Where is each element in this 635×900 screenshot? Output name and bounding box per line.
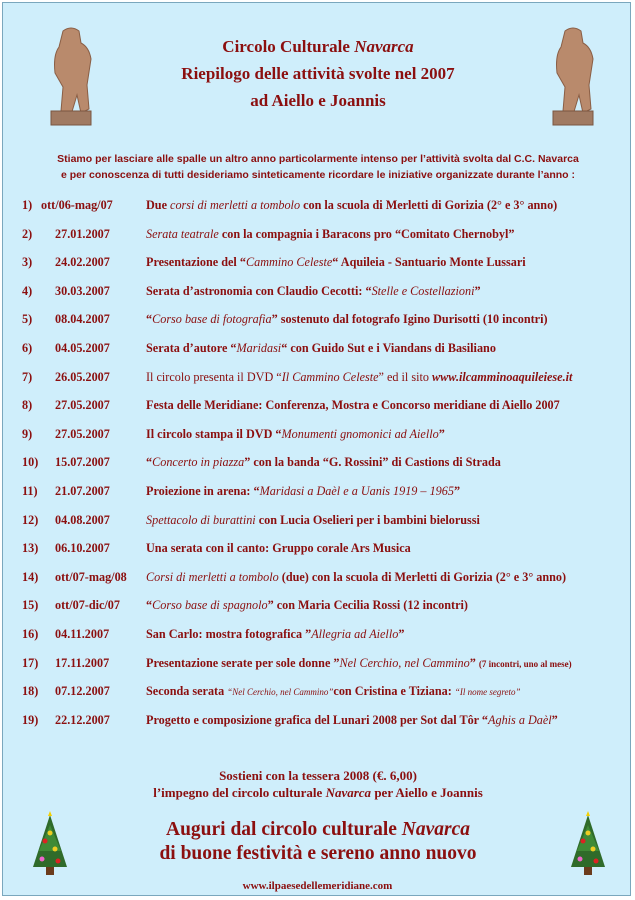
- activity-text-part: “: [146, 598, 153, 613]
- title-line-2: Riepilogo delle attività svolte nel 2007: [181, 64, 455, 83]
- activity-text-part: Serata d’astronomia con Claudio Cecotti: “: [146, 283, 372, 298]
- list-item: [3, 656, 632, 676]
- activity-description: [146, 312, 548, 327]
- activity-text-part: San Carlo: mostra fotografica ”: [146, 627, 312, 641]
- activity-description: [146, 427, 445, 442]
- activity-text-part: ”: [438, 426, 445, 441]
- list-item: [3, 627, 632, 647]
- activity-date: 30.03.2007: [55, 283, 110, 298]
- activity-text-part: “: [146, 455, 153, 470]
- christmas-tree-icon: [27, 811, 73, 881]
- activity-description: [146, 341, 496, 356]
- activity-description: [146, 541, 411, 556]
- title-line-3: ad Aiello e Joannis: [250, 91, 386, 110]
- activity-date: 27.05.2007: [55, 426, 110, 441]
- activity-number: 8): [22, 398, 33, 413]
- list-item: [3, 570, 632, 590]
- activity-text-part: ” con Maria Cecilia Rossi (12 incontri): [267, 598, 468, 613]
- activity-date: 07.12.2007: [55, 684, 110, 699]
- activity-number: 11): [22, 484, 38, 498]
- activity-text-part: “: [146, 312, 153, 327]
- activity-text-part: con la compagnia i Baracons pro “Comitato Chernobyl”: [218, 226, 515, 241]
- activity-text-part: corsi di merletti a tombolo: [170, 198, 301, 212]
- activity-description: [146, 656, 572, 671]
- activity-date: ott/07-mag/08: [55, 569, 127, 584]
- activity-text-part: Serata teatrale: [146, 226, 219, 241]
- list-item: [3, 198, 632, 218]
- activity-number: 2): [22, 226, 33, 241]
- activity-number: 18): [22, 684, 39, 699]
- activity-text-part: (due) con la scuola di Merletti di Gorizia (2° e 3° anno): [278, 569, 567, 584]
- list-item: [3, 598, 632, 618]
- list-item: [3, 398, 632, 418]
- activity-number: 5): [22, 312, 33, 327]
- intro-text: [23, 151, 613, 183]
- list-item: [3, 255, 632, 275]
- activity-number: 1): [22, 198, 33, 212]
- activity-text-part: Corso base di spagnolo: [152, 598, 268, 613]
- activity-date: 04.11.2007: [55, 627, 110, 641]
- activity-number: 4): [22, 283, 33, 298]
- activity-text-part: Aghis a Daèl: [488, 712, 552, 727]
- list-item: [3, 684, 632, 704]
- activity-text-part: Progetto e composizione grafica del Lunari 2008 per Sot dal Tôr “: [146, 712, 489, 727]
- activity-date: 04.05.2007: [55, 341, 110, 355]
- greeting-line-2: di buone festività e sereno anno nuovo: [159, 843, 477, 864]
- activity-text-part: Nel Cerchio, nel Cammino: [339, 655, 470, 670]
- activity-text-part: Spettacolo di burattini: [146, 512, 256, 527]
- activity-number: 9): [22, 426, 33, 441]
- activity-text-part: con Lucia Oselieri per i bambini bielorussi: [255, 512, 480, 527]
- activity-text-part: Proiezione in arena: “: [146, 484, 260, 498]
- list-item: [3, 227, 632, 247]
- activity-text-part: Festa delle Meridiane: Conferenza, Mostra e Concorso meridiane di Aiello 2007: [146, 398, 560, 413]
- activity-text-part: Presentazione serate per sole donne ”: [146, 655, 340, 670]
- greeting-line-1: Auguri dal circolo culturale Navarca: [165, 819, 471, 840]
- list-item: [3, 312, 632, 332]
- intro-line-2: e per conoscenza di tutti desideriamo sinteticamente ricordare le iniziative organizzate durante l’anno :: [60, 169, 576, 181]
- support-text: [63, 767, 573, 801]
- activity-number: 7): [22, 369, 33, 384]
- activity-date: 15.07.2007: [55, 455, 110, 470]
- activity-text-part: “Il nome segreto”: [454, 687, 521, 698]
- activity-date: 04.08.2007: [55, 512, 110, 527]
- activity-description: [146, 398, 560, 413]
- activity-description: [146, 598, 468, 613]
- activity-number: 14): [22, 569, 39, 584]
- activity-text-part: “ Aquileia - Santuario Monte Lussari: [332, 255, 526, 270]
- activity-text-part: Allegria ad Aiello: [311, 627, 399, 641]
- activity-text-part: ” con la banda “G. Rossini” di Castions di Strada: [244, 455, 501, 470]
- activity-description: [146, 627, 404, 642]
- activity-text-part: con la scuola di Merletti di Gorizia (2° e 3° anno): [300, 198, 558, 212]
- activity-number: 16): [22, 627, 39, 641]
- activity-number: 12): [22, 512, 39, 527]
- activity-text-part: www.ilcamminoaquileiese.it: [432, 369, 573, 384]
- activity-description: [146, 198, 557, 213]
- activity-text-part: Corsi di merletti a tombolo: [146, 569, 279, 584]
- activity-date: 06.10.2007: [55, 541, 110, 556]
- greeting-text: [83, 818, 553, 866]
- activity-date: 26.05.2007: [55, 369, 110, 384]
- activity-text-part: Il circolo stampa il DVD “: [146, 426, 282, 441]
- activity-description: [146, 713, 558, 728]
- list-item: [3, 427, 632, 447]
- list-item: [3, 484, 632, 504]
- page-title: [103, 33, 533, 114]
- list-item: [3, 341, 632, 361]
- activity-date: 08.04.2007: [55, 312, 110, 327]
- activity-text-part: Monumenti gnomonici ad Aiello: [281, 426, 439, 441]
- activity-text-part: ” ed il sito: [378, 369, 433, 384]
- intro-line-1: Stiamo per lasciare alle spalle un altro anno particolarmente intenso per l’attività svolta dal C.C. Navarca: [57, 153, 579, 165]
- list-item: [3, 513, 632, 533]
- activity-number: 3): [22, 255, 33, 270]
- activity-date: 24.02.2007: [55, 255, 110, 270]
- activity-text-part: Il circolo presenta il DVD “: [146, 369, 282, 384]
- list-item: [3, 455, 632, 475]
- activity-description: [146, 370, 572, 385]
- activity-text-part: Una serata con il canto: Gruppo corale Ars Musica: [146, 541, 411, 556]
- christmas-tree-icon: [565, 811, 611, 881]
- activity-text-part: ” sostenuto dal fotografo Igino Durisotti (10 incontri): [271, 312, 548, 327]
- activity-date: 27.01.2007: [55, 226, 110, 241]
- activity-number: 15): [22, 598, 39, 613]
- activity-description: [146, 227, 514, 242]
- activity-text-part: Maridasi a Daèl e a Uanis 1919 – 1965: [259, 484, 454, 498]
- activity-text-part: Stelle e Costellazioni: [371, 283, 475, 298]
- activity-date: 17.11.2007: [55, 655, 110, 670]
- activity-text-part: Due: [146, 198, 171, 212]
- activity-date: 27.05.2007: [55, 398, 110, 413]
- activity-description: [146, 255, 526, 270]
- activity-text-part: con Cristina e Tiziana:: [333, 684, 455, 699]
- statue-icon: [543, 25, 603, 127]
- activity-date: ott/06-mag/07: [41, 198, 113, 212]
- list-item: [3, 541, 632, 561]
- activity-text-part: Il Cammino Celeste: [281, 369, 379, 384]
- activity-date: ott/07-dic/07: [55, 598, 120, 613]
- activity-text-part: (7 incontri, uno al mese): [478, 658, 572, 669]
- list-item: [3, 284, 632, 304]
- activity-description: [146, 455, 501, 470]
- activity-description: [146, 684, 521, 699]
- activity-text-part: ”: [474, 283, 481, 298]
- website-link[interactable]: www.ilpaesedellemeridiane.com: [242, 880, 393, 892]
- activity-description: [146, 513, 480, 528]
- activity-text-part: ”: [551, 712, 558, 727]
- activity-number: 13): [22, 541, 39, 556]
- activity-text-part: Cammino Celeste: [245, 255, 333, 270]
- activity-text-part: ”: [453, 484, 461, 498]
- flyer-page: [2, 2, 631, 896]
- activity-text-part: Maridasi: [236, 341, 282, 355]
- activity-text-part: Concerto in piazza: [152, 455, 245, 470]
- activity-number: 17): [22, 655, 39, 670]
- support-line-2: l’impegno del circolo culturale Navarca per Aiello e Joannis: [153, 785, 483, 800]
- activity-text-part: ”: [398, 627, 405, 641]
- activity-description: [146, 484, 460, 499]
- activity-number: 10): [22, 455, 39, 470]
- activity-number: 6): [22, 341, 33, 355]
- activity-description: [146, 284, 481, 299]
- support-line-1: Sostieni con la tessera 2008 (€. 6,00): [219, 768, 417, 783]
- activity-text-part: “ con Guido Sut e i Viandans di Basiliano: [281, 341, 496, 355]
- list-item: [3, 370, 632, 390]
- list-item: [3, 713, 632, 733]
- activity-text-part: Presentazione del “: [146, 255, 246, 270]
- activity-number: 19): [22, 712, 39, 727]
- activity-text-part: “Nel Cerchio, nel Cammino”: [227, 687, 334, 698]
- activity-text-part: Serata d’autore “: [146, 341, 237, 355]
- statue-icon: [41, 25, 101, 127]
- activity-text-part: Corso base di fotografia: [152, 312, 272, 327]
- activity-date: 21.07.2007: [55, 484, 110, 498]
- title-line-1: Circolo Culturale Navarca: [222, 37, 414, 56]
- activity-text-part: ”: [469, 655, 479, 670]
- activity-date: 22.12.2007: [55, 712, 110, 727]
- activity-text-part: Seconda serata: [146, 684, 228, 699]
- activity-description: [146, 570, 566, 585]
